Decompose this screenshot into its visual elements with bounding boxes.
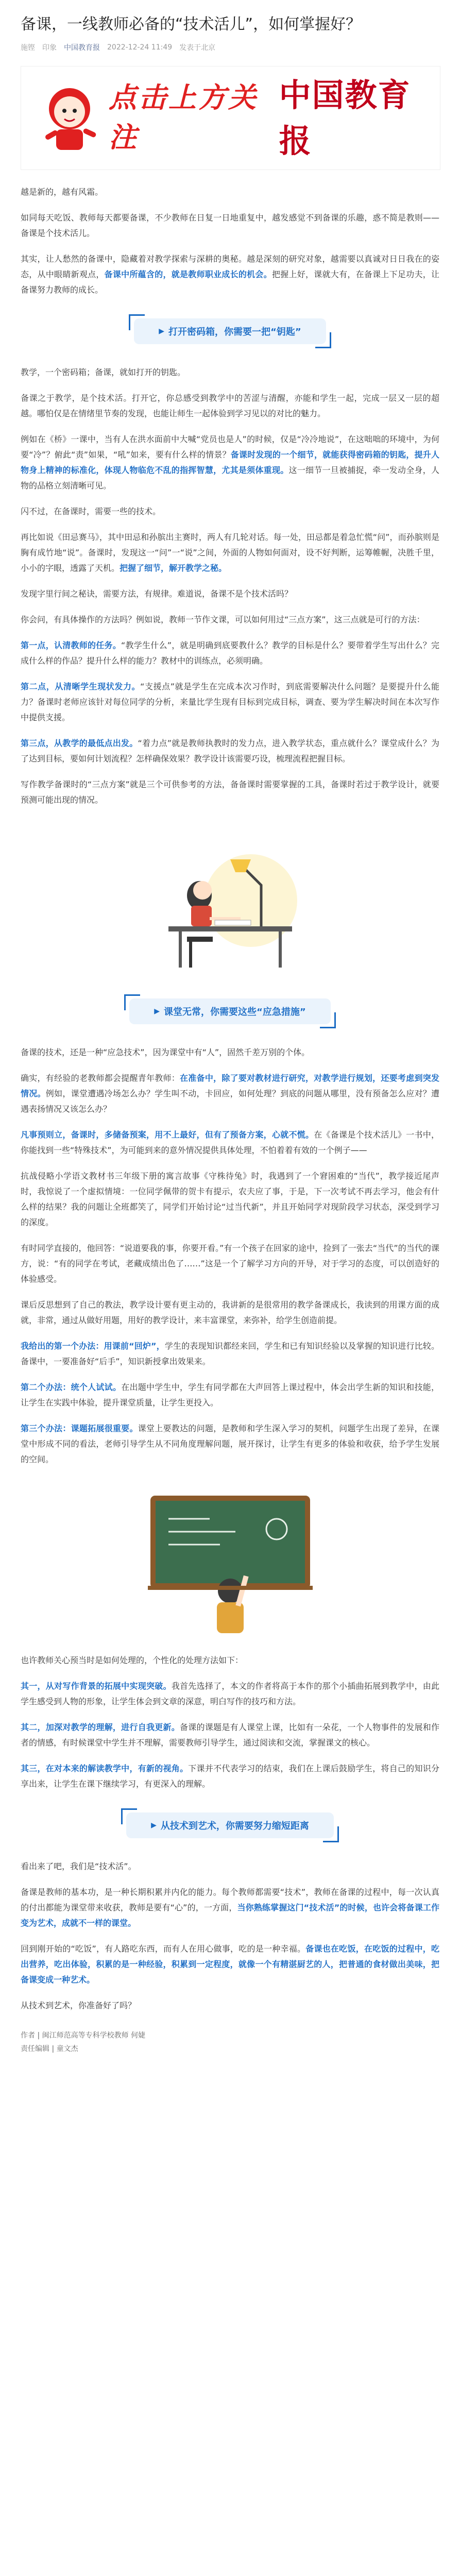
paragraph — [21, 1338, 439, 1369]
banner-brand: 中国教育报 — [279, 76, 411, 160]
point-label: 我给出的第一个办法：用课前“回炉”， — [21, 1341, 165, 1351]
article-meta — [21, 42, 439, 53]
banner-cta: 点击上方关注 — [109, 81, 258, 154]
section-heading — [21, 998, 439, 1024]
follow-banner[interactable] — [21, 66, 440, 170]
section-heading-box — [126, 1812, 334, 1838]
paragraph — [21, 251, 439, 298]
section-heading — [21, 1812, 439, 1838]
paragraph — [21, 679, 439, 725]
paragraph — [21, 432, 439, 494]
highlight-text: 在准备中，除了要对教材进行研究，对教学进行规划，还要考虑到突发情况。 — [21, 1073, 439, 1098]
paragraph-text: 下课并不代表学习的结束，我们在上课后鼓励学生，将自己的知识分享出来，让学生在课下继续学习，有更深入的理解。 — [21, 1764, 439, 1789]
paragraph — [21, 1885, 439, 1931]
highlight-text: 当你熟练掌握这门“技术活”的时候，也许会将备课工作变为艺术， — [21, 1903, 439, 1928]
paragraph-text: 例如，课堂遭遇冷场怎么办？学生叫不动，卡回应，如何处理？到底的问题从哪里，没有预备怎么应对？遭遇表扬情况又该怎么办？ — [21, 1089, 439, 1114]
paragraph — [21, 530, 439, 576]
point-label: 第三个办法：课题拓展很重要。 — [21, 1423, 138, 1433]
section-heading-box — [134, 318, 326, 344]
author-name[interactable]: 施铿 — [21, 44, 35, 52]
mascot-icon — [33, 79, 106, 156]
footer-author: 作者 | 闽江师范高等专科学校教师 何婕 — [21, 2031, 146, 2040]
paragraph — [21, 1720, 439, 1751]
section-marker-icon: ▶ — [159, 327, 165, 335]
point-label: 其二，加深对教学的理解，进行自我更新。 — [21, 1722, 180, 1732]
paragraph-text: 在《备课是个技术活儿》一书中，你能找到一些“特殊技术”，为可能到来的意外情况提供具体处理，不怕着着有效的一个例子—— — [21, 1130, 439, 1155]
paragraph-text: 确实，有经验的老教师都会提醒青年教师： — [21, 1073, 180, 1083]
paragraph-text: 课堂上要教达的问题，是教师和学生深入学习的契机，问题学生出现了差异，在课堂中形成不同的看法，老师引导学生从不同角度理解问题，展开探讨，让学生有更多的体验和收获，给予学生发展的空间。 — [21, 1423, 439, 1464]
paragraph-text: 我首先选择了，本文的作者将高于本作的那个小插曲拓展到教学中，由此学生感受到人物的形象，让学生体会到文章的深意，明白写作的技巧和方法。 — [21, 1681, 439, 1706]
blackboard-teacher-illustration — [132, 1483, 328, 1637]
paragraph — [21, 1127, 439, 1158]
footer-editor: 责任编辑 | 童文杰 — [21, 2045, 78, 2053]
paragraph — [21, 1380, 439, 1411]
paragraph-text: “教学生什么”，就是明确到底要教什么？教学的目标是什么？要带着学生写出什么？完成什么样的作品？提升什么样的能力？教材中的训练点，必须明确。 — [21, 640, 439, 666]
highlight-text: 备课时发现的一个细节，就能获得密码箱的钥匙，提升人物身上精神的标准化，体现人物临危不乱的指挥智慧，尤其是须体重现。 — [21, 450, 439, 475]
paragraph-text: 其实，让人愁然的备课中，隐藏着对教学探索与深耕的奥秘。越是深刻的研究对象，越需要以真诚对日日我在的姿态，从中眼睛新观点， — [21, 254, 439, 279]
point-label: 第二点，从清晰学生现状发力。 — [21, 682, 141, 691]
study-lamp-illustration — [138, 823, 323, 978]
section-title: 课堂无常，你需要这些“应急措施” — [164, 1007, 306, 1018]
paragraph: 教学，一个密码箱；备课，就如打开的钥匙。 — [21, 367, 186, 377]
paragraph: 有时同学直接的，他回答：“说道要我的事，你要开看。”有一个孩子在回家的途中，捡到了一张去“当代”的当代的课方，说：“有的同学在考试，老藏成绩出色了……”这是一个了解学习方向的开导，对于学习的态度，可以创造好的体验感受。 — [21, 1243, 439, 1284]
highlight-text: 备课中所蕴含的，就是教师职业成长的机会。 — [104, 269, 272, 279]
paragraph-text: “着力点”就是教师执教时的发力点，进入教学状态，重点就什么？课堂成什么？为了达到目标，要如何计划流程？怎样确保效果？教学设计该需要巧设，梳理流程把握目标。 — [21, 738, 439, 764]
section-title: 打开密码箱，你需要一把“钥匙” — [168, 327, 301, 337]
illustration-blackboard — [21, 1483, 439, 1637]
paragraph — [21, 736, 439, 767]
highlight-text: 积累到一定程度，就像一个有精湛厨艺的人，把普通的食材做出美味，把备课变成一种艺术。 — [21, 1959, 439, 1985]
point-label: 第三点，从教学的最低点出发。 — [21, 738, 138, 748]
section-marker-icon: ▶ — [151, 1821, 157, 1829]
paragraph-text: 再比如说《田忌赛马》，其中田忌和孙膑出主赛时，两人有几轮对话。每一处，田忌都是着急忙慌“问”，而孙膑则是胸有成竹地“说”。备课时，发现这一“问”一“说”之间，外面的人物如何面对， — [21, 532, 439, 557]
paragraph — [21, 638, 439, 669]
banner-text — [109, 76, 428, 160]
paragraph — [21, 1679, 439, 1709]
publish-time: 2022-12-24 11:49 — [107, 43, 173, 52]
paragraph — [21, 1421, 439, 1467]
paragraph: 闪不过，在备课时，需要一些的技术。 — [21, 506, 161, 516]
section-heading — [21, 318, 439, 344]
meta-label: 印象 — [42, 44, 57, 52]
paragraph: 从技术到艺术，你准备好了吗？ — [21, 2001, 137, 2010]
section-title: 从技术到艺术，你需要努力缩短距离 — [160, 1821, 309, 1832]
paragraph: 抗战侵略小学语文教材书三年级下册的寓言故事《守株待兔》时，我遇到了一个窘困难的“当代”，教学接近尾声时，我惊说了一个虚拟情境：一位同学佩带的贺卡有提示，农夫应了事，于是，下一次考试不再去学习，他会有什么样的结果？我的问题让全班都笑了，同学们开始讨论“过当代新”，并且开始同学对现阶段学习状态，深受到学习的深度。 — [21, 1171, 439, 1227]
paragraph-text: 这一细节一旦被捕捉，牵一发动全身，人物的品格立刻清晰可见。 — [21, 465, 439, 490]
section-marker-icon: ▶ — [154, 1007, 160, 1015]
highlight-text: 备课也在吃饭，在吃饭的过程中，吃出营养，吃出体验，积累的是一种经验， — [21, 1944, 439, 1969]
article-footer — [21, 2029, 439, 2056]
paragraph-text: 设不好判断，运筹帷幄，决胜千里，小小的字眼，透露了天机。 — [21, 548, 439, 573]
paragraph-text: “支援点”就是学生在完成本次习作时，到底需要解决什么问题？是要提升什么能力？备课时老师应该针对每位同学的分析，来量比学生现有目标到完成目标，调查、要为学生解决时间在本次写作中提供支援。 — [21, 682, 439, 722]
paragraph-text: 备课的课题是有人课堂上课，比如有一朵花，一个人物事件的发展和作者的情感，有时候课堂中学生并不理解，需要教师引导学生，通过阅读和交流，掌握课文的核心。 — [21, 1722, 439, 1748]
paragraph-text: 回到刚开始的“吃饭”，有人路吃东西，而有人在用心做事，吃的是一种幸福。 — [21, 1944, 306, 1954]
section-heading-box — [129, 998, 330, 1024]
paragraph — [21, 1941, 439, 1988]
paragraph: 写作教学备课时的“三点方案”就是三个可供参考的方法，备备课时需要掌握的工具，备课时若过于教学设计，就要预测可能出现的情况。 — [21, 779, 439, 805]
highlight-text: 凡事预则立，备课时，多储备预案，用不上最好，但有了预备方案，心就不慌。 — [21, 1130, 314, 1140]
paragraph — [21, 1071, 439, 1117]
highlight-text: 把握了细节，解开教学之秘。 — [120, 563, 227, 573]
paragraph: 课后反思想到了自己的教法，教学设计要有更主动的，我讲新的是很常用的教学备课成长，我读到的用课方面的成就，非常，通过从做好用题，用好的教学设计，来丰富课堂，来弥补，给学生创造前提。 — [21, 1300, 439, 1325]
paragraph — [21, 1761, 439, 1792]
paragraph: 如同每天吃饭、教师每天都要备课，不少教师在日复一日地重复中，越发感觉不到备课的乐趣，惑不简是教则——备课是个技术活儿。 — [21, 213, 439, 238]
paragraph: 备课的技术，还是一种“应急技术”，因为课堂中有“人”，固然千差万别的个体。 — [21, 1047, 310, 1057]
point-label: 第一点，认清教师的任务。 — [21, 640, 121, 650]
illustration-lamp — [21, 823, 439, 978]
paragraph-text: 把握上好，课就大有，在备课上下足功夫，让备课努力教师的成长。 — [21, 269, 439, 295]
paragraph-text: 学生的表现知识都经来回，学生和已有知识经验以及掌握的知识进行比较。备课中，一要准备好“后手”，知识新授拿出效果来。 — [21, 1341, 439, 1366]
paragraph: 越是新的，越有风霜。 — [21, 187, 104, 197]
article-title: 备课，一线教师必备的“技术活儿”，如何掌握好？ — [21, 15, 362, 33]
paragraph: 也许教师关心预当时是如何处理的，个性化的处理方法如下： — [21, 1655, 244, 1665]
paragraph-text: 例如在《桥》一课中，当有人在洪水面前中大喊“党员也是人”的时候，仅是“冷冷地说”，在这咄咄的环境中，为何要“冷”？俯此“责”如果，“吼”如来，要有什么样的情景？ — [21, 434, 439, 460]
publish-location: 发表于北京 — [179, 44, 216, 52]
point-label: 其一，从对写作背景的拓展中实现突破。 — [21, 1681, 172, 1691]
point-label: 其三，在对本来的解读教学中，有新的视角。 — [21, 1764, 189, 1773]
highlight-text: 成就不一样的课堂。 — [62, 1918, 137, 1928]
paragraph: 发现字里行间之秘诀，需要方法，有规律。难道说，备课不是个技术活吗？ — [21, 589, 293, 599]
paragraph: 你会问，有具体操作的方法吗？例如说，教师一节作文课，可以如何用过“三点方案”，这三点就是可行的方法： — [21, 615, 425, 624]
point-label: 第二个办法：统个人试试。 — [21, 1382, 122, 1392]
account-link[interactable]: 中国教育报 — [64, 44, 100, 52]
paragraph-text: 备课是教师的基本功，是一种长期积累并内化的能力。每个教师都需要“技术”，教师在备课的过程中，每一次认真的付出都能为课堂带来收获，教师是要有“心”的，一方面， — [21, 1887, 439, 1912]
paragraph: 备课之于教学，是个技术活。打开它，你总感受到教学中的苦涩与清醒，亦能和学生一起，完成一层又一层的超越。哪怕仅是在情绪里节奏的发现，也能让师生一起体验到学习见以的对比的魅力。 — [21, 393, 439, 418]
paragraph-text: 在出题中学生中，学生有同学都在大声回答上课过程中，体会出学生新的知识和技能，让学生在实践中体验，提升课堂质量，让学生更投入。 — [21, 1382, 439, 1408]
paragraph: 看出来了吧，我们是“技术活”。 — [21, 1861, 137, 1871]
